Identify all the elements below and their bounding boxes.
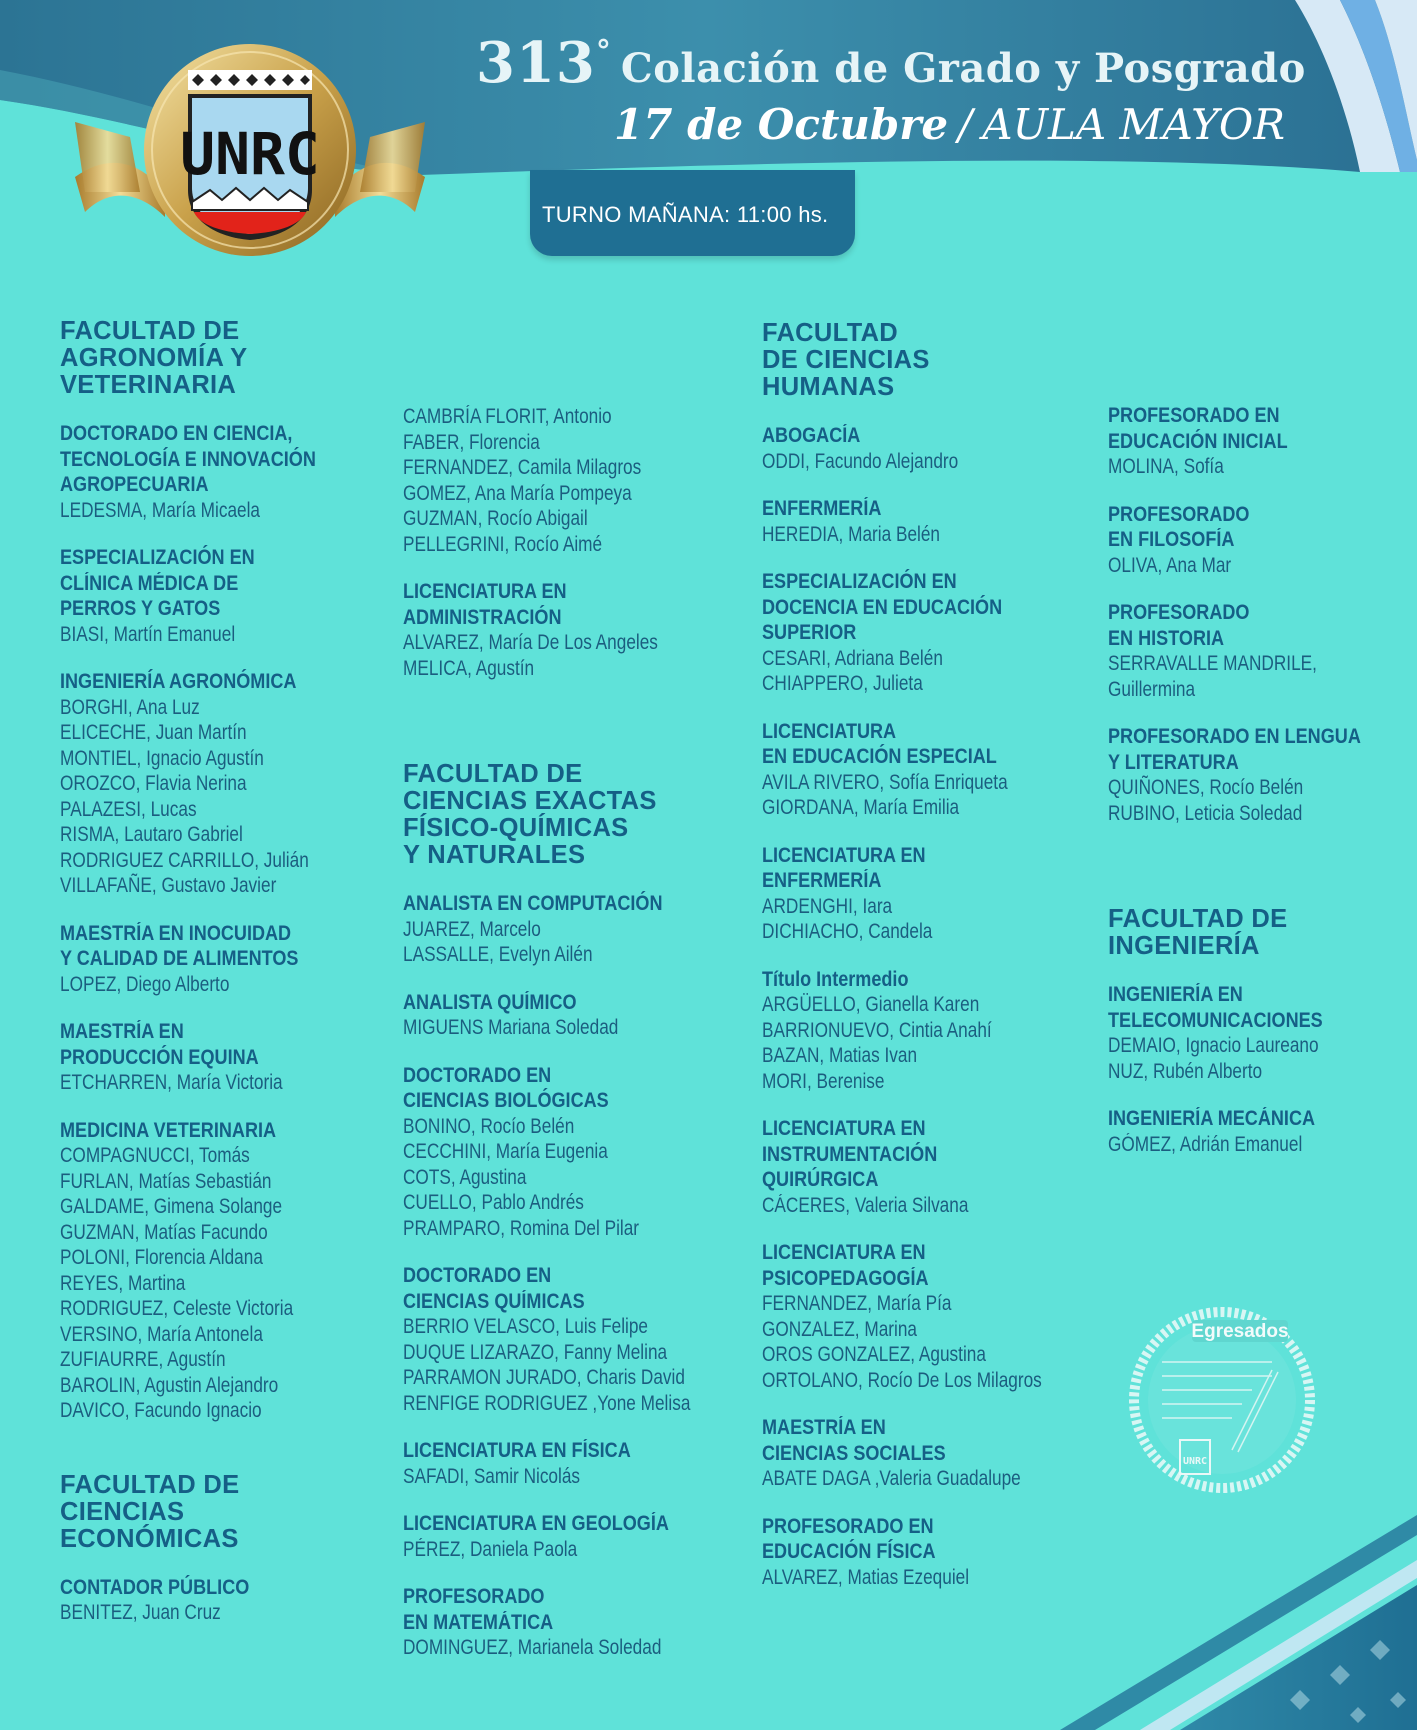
graduate-list [762,1291,1092,1393]
graduate-name: GUZMAN, Rocío Abigail [403,507,588,530]
graduate-list [762,646,1092,697]
graduate-name: ZUFIAURRE, Agustín [60,1348,226,1371]
program-heading [403,1063,733,1114]
program-line: INGENIERÍA AGRONÓMICA [60,670,297,693]
spacer [762,1492,1092,1514]
spacer [762,547,1092,569]
graduate-name: CESARI, Adriana Belén [762,646,943,670]
program-line: QUIRÚRGICA [762,1168,879,1191]
logo-text: UNRC [180,120,320,188]
graduate-name: ETCHARREN, María Victoria [60,1071,283,1094]
program-heading [1108,724,1408,775]
spacer [1108,578,1408,600]
graduate-name: FABER, Florencia [403,430,540,454]
spacer [403,968,733,990]
program-line: PSICOPEDAGOGÍA [762,1266,929,1290]
program-heading [1108,600,1408,651]
program-heading [762,719,1092,770]
program-line: INSTRUMENTACIÓN [762,1142,938,1166]
program-heading [762,423,1092,449]
program-line: DOCENCIA EN EDUCACIÓN [762,595,1003,619]
program-line: PROFESORADO EN [762,1514,934,1538]
program-line: LICENCIATURA EN [403,580,567,603]
graduate-name: MORI, Berenise [762,1069,885,1093]
program-line: ADMINISTRACIÓN [403,605,562,629]
graduate-name: BENITEZ, Juan Cruz [60,1601,221,1624]
faculty-line: HUMANAS [762,373,895,401]
program-line: CIENCIAS SOCIALES [762,1441,946,1465]
faculty-heading [60,318,390,399]
spacer [762,945,1092,967]
column-3 [762,320,1092,1590]
graduate-name: RISMA, Lautaro Gabriel [60,823,243,846]
spacer [1108,826,1408,906]
program-heading [762,967,1092,993]
graduate-list [762,992,1092,1094]
program-line: PRODUCCIÓN EQUINA [60,1045,259,1069]
program-line: SUPERIOR [762,621,857,644]
event-date-place [614,100,1285,149]
spacer [1108,960,1408,982]
graduate-name: HEREDIA, Maria Belén [762,522,941,546]
program-line: EDUCACIÓN FÍSICA [762,1540,936,1563]
graduate-name: ALVAREZ, María De Los Angeles [403,631,658,654]
graduate-name: SAFADI, Samir Nicolás [403,1464,581,1488]
program-heading [60,1019,390,1070]
program-heading [403,1511,733,1537]
degree-symbol: ° [595,34,611,69]
graduate-name: PÉREZ, Daniela Paola [403,1537,578,1561]
graduate-name: MELICA, Agustín [403,656,535,680]
graduate-name: BAZAN, Matias Ivan [762,1044,918,1067]
unrc-logo [70,42,430,257]
graduate-name: LEDESMA, María Micaela [60,498,261,522]
spacer [60,899,390,921]
graduate-list [762,449,1092,475]
graduate-list [403,1464,733,1490]
faculty-line: FACULTAD DE [60,1470,240,1499]
graduate-list [403,1114,733,1242]
spacer [403,869,733,891]
program-heading [60,1575,390,1601]
graduate-name: BERRIO VELASCO, Luis Felipe [403,1315,649,1338]
program-heading [762,1240,1092,1291]
spacer [403,1041,733,1063]
spacer [403,1562,733,1584]
program-heading [1108,982,1408,1033]
program-line: LICENCIATURA EN GEOLOGÍA [403,1512,669,1535]
graduate-name: ARDENGHI, Iara [762,894,893,918]
program-heading [762,843,1092,894]
graduate-name: GOMEZ, Ana María Pompeya [403,481,632,505]
graduate-name: PRAMPARO, Romina Del Pilar [403,1216,640,1240]
graduate-name: BAROLIN, Agustin Alejandro [60,1373,279,1397]
program-line: INGENIERÍA EN [1108,983,1243,1006]
graduate-list [762,1565,1092,1591]
program-line: ESPECIALIZACIÓN EN [762,570,957,593]
graduate-name: JUAREZ, Marcelo [403,917,541,941]
graduate-name: ALVAREZ, Matias Ezequiel [762,1565,970,1589]
faculty-line: FACULTAD [762,319,899,347]
faculty-line: FACULTAD DE [403,760,583,788]
program-line: LICENCIATURA EN [762,1241,926,1264]
program-line: EDUCACIÓN INICIAL [1108,429,1288,453]
graduate-name: DAVICO, Facundo Ignacio [60,1399,262,1422]
graduate-list [1108,1132,1408,1158]
program-line: DOCTORADO EN CIENCIA, [60,422,293,445]
program-line: Y CALIDAD DE ALIMENTOS [60,947,299,970]
graduate-name: RENFIGE RODRIGUEZ ,Yone Melisa [403,1391,691,1415]
spacer [762,697,1092,719]
spacer [60,1096,390,1118]
program-line: Y LITERATURA [1108,750,1239,774]
faculty-heading [762,320,1092,401]
graduate-name: CUELLO, Pablo Andrés [403,1191,584,1214]
graduate-list [60,1143,390,1424]
graduate-list [60,1070,390,1096]
program-heading [60,545,390,622]
graduate-name: BIASI, Martín Emanuel [60,622,236,646]
graduate-name: DEMAIO, Ignacio Laureano [1108,1034,1319,1057]
graduate-name: MIGUENS Mariana Soledad [403,1016,619,1039]
program-line: INGENIERÍA MECÁNICA [1108,1107,1316,1130]
program-line: MAESTRÍA EN [762,1416,886,1439]
program-heading [60,669,390,695]
faculty-line: Y NATURALES [403,841,586,869]
graduate-name: GIORDANA, María Emilia [762,796,960,819]
program-line: ESPECIALIZACIÓN EN [60,546,255,569]
graduate-list [403,917,733,968]
turno-badge [530,170,855,256]
graduate-list [1108,553,1408,579]
graduate-name: GÓMEZ, Adrián Emanuel [1108,1132,1303,1156]
program-heading [762,1514,1092,1565]
graduate-name: COMPAGNUCCI, Tomás [60,1144,250,1167]
spacer [60,1553,390,1575]
graduate-list [403,1015,733,1041]
program-line: DOCTORADO EN [403,1063,552,1087]
program-line: AGROPECUARIA [60,473,209,496]
graduate-list [403,404,733,557]
graduate-list [60,1600,390,1626]
stamp-label: Egresados [1191,1321,1289,1342]
program-heading [762,496,1092,522]
program-heading [403,990,733,1016]
spacer [403,1416,733,1438]
program-line: PROFESORADO [1108,502,1250,526]
program-heading [762,1415,1092,1466]
faculty-line: FACULTAD DE [1108,905,1288,933]
spacer [1108,480,1408,502]
graduate-list [403,1314,733,1416]
faculty-heading [1108,906,1408,960]
program-line: TECNOLOGÍA E INNOVACIÓN [60,447,316,471]
graduate-name: CÁCERES, Valeria Silvana [762,1193,969,1217]
graduate-name: LOPEZ, Diego Alberto [60,972,230,996]
program-heading [60,1118,390,1144]
graduate-name: VILLAFAÑE, Gustavo Javier [60,874,277,897]
graduate-name: PARRAMON JURADO, Charis David [403,1366,685,1389]
program-heading [403,1263,733,1314]
event-place: AULA MAYOR [982,100,1285,149]
spacer [60,399,390,421]
program-line: Título Intermedio [762,967,909,991]
graduate-name: MOLINA, Sofía [1108,455,1224,478]
graduate-name: FURLAN, Matías Sebastián [60,1169,272,1193]
graduate-name: COTS, Agustina [403,1165,527,1189]
program-line: PERROS Y GATOS [60,597,221,620]
program-heading [403,891,733,917]
spacer [60,1424,390,1472]
program-heading [403,579,733,630]
faculty-line: FACULTAD DE [60,317,240,345]
program-heading [1108,403,1408,454]
graduate-name: SERRAVALLE MANDRILE, [1108,652,1317,675]
spacer [762,1094,1092,1116]
faculty-line: CIENCIAS [60,1497,185,1526]
graduate-name: NUZ, Rubén Alberto [1108,1059,1263,1083]
graduate-name: ODDI, Facundo Alejandro [762,449,959,473]
graduate-name: DOMINGUEZ, Marianela Soledad [403,1636,662,1659]
graduate-name: REYES, Martina [60,1271,186,1295]
stamp-logo-text: UNRC [1182,1456,1208,1467]
graduate-list [403,1635,733,1661]
program-line: CLÍNICA MÉDICA DE [60,571,239,595]
graduate-name: ABATE DAGA ,Valeria Guadalupe [762,1467,1021,1490]
program-line: PROFESORADO [403,1585,545,1608]
faculty-heading [60,1472,390,1553]
spacer [1108,702,1408,724]
program-line: DOCTORADO EN [403,1264,552,1287]
faculty-line: ECONÓMICAS [60,1524,239,1553]
program-line: ANALISTA EN COMPUTACIÓN [403,892,663,915]
program-heading [403,1438,733,1464]
graduate-list [762,1466,1092,1492]
program-line: LICENCIATURA [762,719,897,743]
program-line: CIENCIAS BIOLÓGICAS [403,1089,609,1112]
program-line: MEDICINA VETERINARIA [60,1118,277,1142]
graduate-list [1108,454,1408,480]
graduate-name: RODRIGUEZ, Celeste Victoria [60,1297,294,1320]
title-separator: / [958,100,973,149]
spacer [762,474,1092,496]
program-line: LICENCIATURA EN [762,1117,926,1140]
graduate-list [60,972,390,998]
graduate-name: MONTIEL, Ignacio Agustín [60,746,264,770]
graduate-name: OROS GONZALEZ, Agustina [762,1343,986,1366]
graduate-name: ORTOLANO, Rocío De Los Milagros [762,1368,1042,1392]
program-line: PROFESORADO EN LENGUA [1108,725,1361,748]
spacer [403,557,733,579]
program-line: CONTADOR PÚBLICO [60,1575,250,1599]
graduate-name: ELICECHE, Juan Martín [60,721,247,744]
program-line: ABOGACÍA [762,424,861,447]
event-title-text: Colación de Grado y Posgrado [620,45,1306,92]
program-heading [1108,1106,1408,1132]
spacer [403,1241,733,1263]
graduate-list [762,1193,1092,1219]
faculty-heading [403,761,733,869]
program-line: MAESTRÍA EN [60,1020,184,1043]
program-line: ENFERMERÍA [762,497,882,520]
egresados-stamp [1122,1300,1322,1500]
spacer [403,1489,733,1511]
graduate-list [60,695,390,899]
column-1 [60,318,390,1626]
graduate-name: BARRIONUEVO, Cintia Anahí [762,1018,992,1042]
program-line: EN FILOSOFÍA [1108,528,1235,551]
graduate-name: AVILA RIVERO, Sofía Enriqueta [762,770,1008,794]
program-heading [403,1584,733,1635]
program-heading [1108,502,1408,553]
program-line: EN MATEMÁTICA [403,1610,554,1634]
graduate-name: GONZALEZ, Marina [762,1317,918,1341]
spacer [403,681,733,761]
spacer [1108,1084,1408,1106]
column-2 [403,404,733,1661]
program-heading [762,569,1092,646]
graduate-name: QUIÑONES, Rocío Belén [1108,776,1304,799]
spacer [60,523,390,545]
graduate-name: ARGÜELLO, Gianella Karen [762,993,980,1016]
graduate-list [762,522,1092,548]
graduate-list [1108,1033,1408,1084]
event-number: 313 [476,30,596,96]
graduate-name: CHIAPPERO, Julieta [762,672,923,695]
faculty-line: FÍSICO-QUÍMICAS [403,814,629,842]
graduate-name: VERSINO, María Antonela [60,1322,263,1346]
program-line: LICENCIATURA EN FÍSICA [403,1439,631,1462]
spacer [60,647,390,669]
graduate-name: PELLEGRINI, Rocío Aimé [403,532,603,556]
graduate-name: RUBINO, Leticia Soledad [1108,801,1303,825]
event-date: 17 de Octubre [614,100,949,149]
spacer [60,997,390,1019]
program-line: ENFERMERÍA [762,869,882,892]
faculty-line: DE CIENCIAS [762,346,930,374]
program-line: LICENCIATURA EN [762,843,926,867]
program-line: ANALISTA QUÍMICO [403,990,577,1014]
program-line: TELECOMUNICACIONES [1108,1008,1323,1032]
graduate-name: DUQUE LIZARAZO, Fanny Melina [403,1340,668,1364]
program-heading [60,421,390,498]
graduate-name: GUZMAN, Matías Facundo [60,1220,268,1244]
graduate-name: FERNANDEZ, Camila Milagros [403,456,642,479]
graduate-name: BORGHI, Ana Luz [60,695,200,719]
graduate-list [60,622,390,648]
faculty-line: VETERINARIA [60,371,237,399]
graduate-list [1108,651,1408,702]
faculty-line: INGENIERÍA [1108,932,1260,960]
program-line: PROFESORADO EN [1108,404,1280,427]
graduate-name: CAMBRÍA FLORIT, Antonio [403,405,612,428]
graduate-name: Guillermina [1108,677,1196,701]
graduate-list [60,498,390,524]
program-heading [762,1116,1092,1193]
graduate-name: CECCHINI, María Eugenia [403,1140,608,1163]
program-line: PROFESORADO [1108,601,1250,624]
graduate-list [403,630,733,681]
graduate-list [403,1537,733,1563]
graduate-list [1108,775,1408,826]
graduate-name: BONINO, Rocío Belén [403,1114,575,1138]
faculty-line: CIENCIAS EXACTAS [403,787,657,815]
spacer [762,821,1092,843]
program-line: EN HISTORIA [1108,626,1225,650]
event-title [476,30,1306,96]
turno-text: TURNO MAÑANA: 11:00 hs. [542,202,829,227]
program-line: MAESTRÍA EN INOCUIDAD [60,921,292,945]
graduate-name: LASSALLE, Evelyn Ailén [403,943,593,966]
graduate-name: DICHIACHO, Candela [762,920,933,943]
program-line: EN EDUCACIÓN ESPECIAL [762,745,997,768]
faculty-line: AGRONOMÍA Y [60,344,248,372]
graduate-name: POLONI, Florencia Aldana [60,1246,263,1269]
graduate-name: OROZCO, Flavia Nerina [60,772,247,795]
graduate-name: PALAZESI, Lucas [60,797,197,821]
graduate-name: OLIVA, Ana Mar [1108,553,1232,577]
spacer [762,1218,1092,1240]
graduate-name: RODRIGUEZ CARRILLO, Julián [60,848,309,872]
graduate-name: FERNANDEZ, María Pía [762,1292,952,1315]
graduate-name: GALDAME, Gimena Solange [60,1195,283,1218]
spacer [762,1393,1092,1415]
column-4 [1108,403,1408,1157]
program-heading [60,921,390,972]
program-line: CIENCIAS QUÍMICAS [403,1289,585,1313]
graduate-list [762,894,1092,945]
spacer [762,401,1092,423]
graduate-list [762,770,1092,821]
